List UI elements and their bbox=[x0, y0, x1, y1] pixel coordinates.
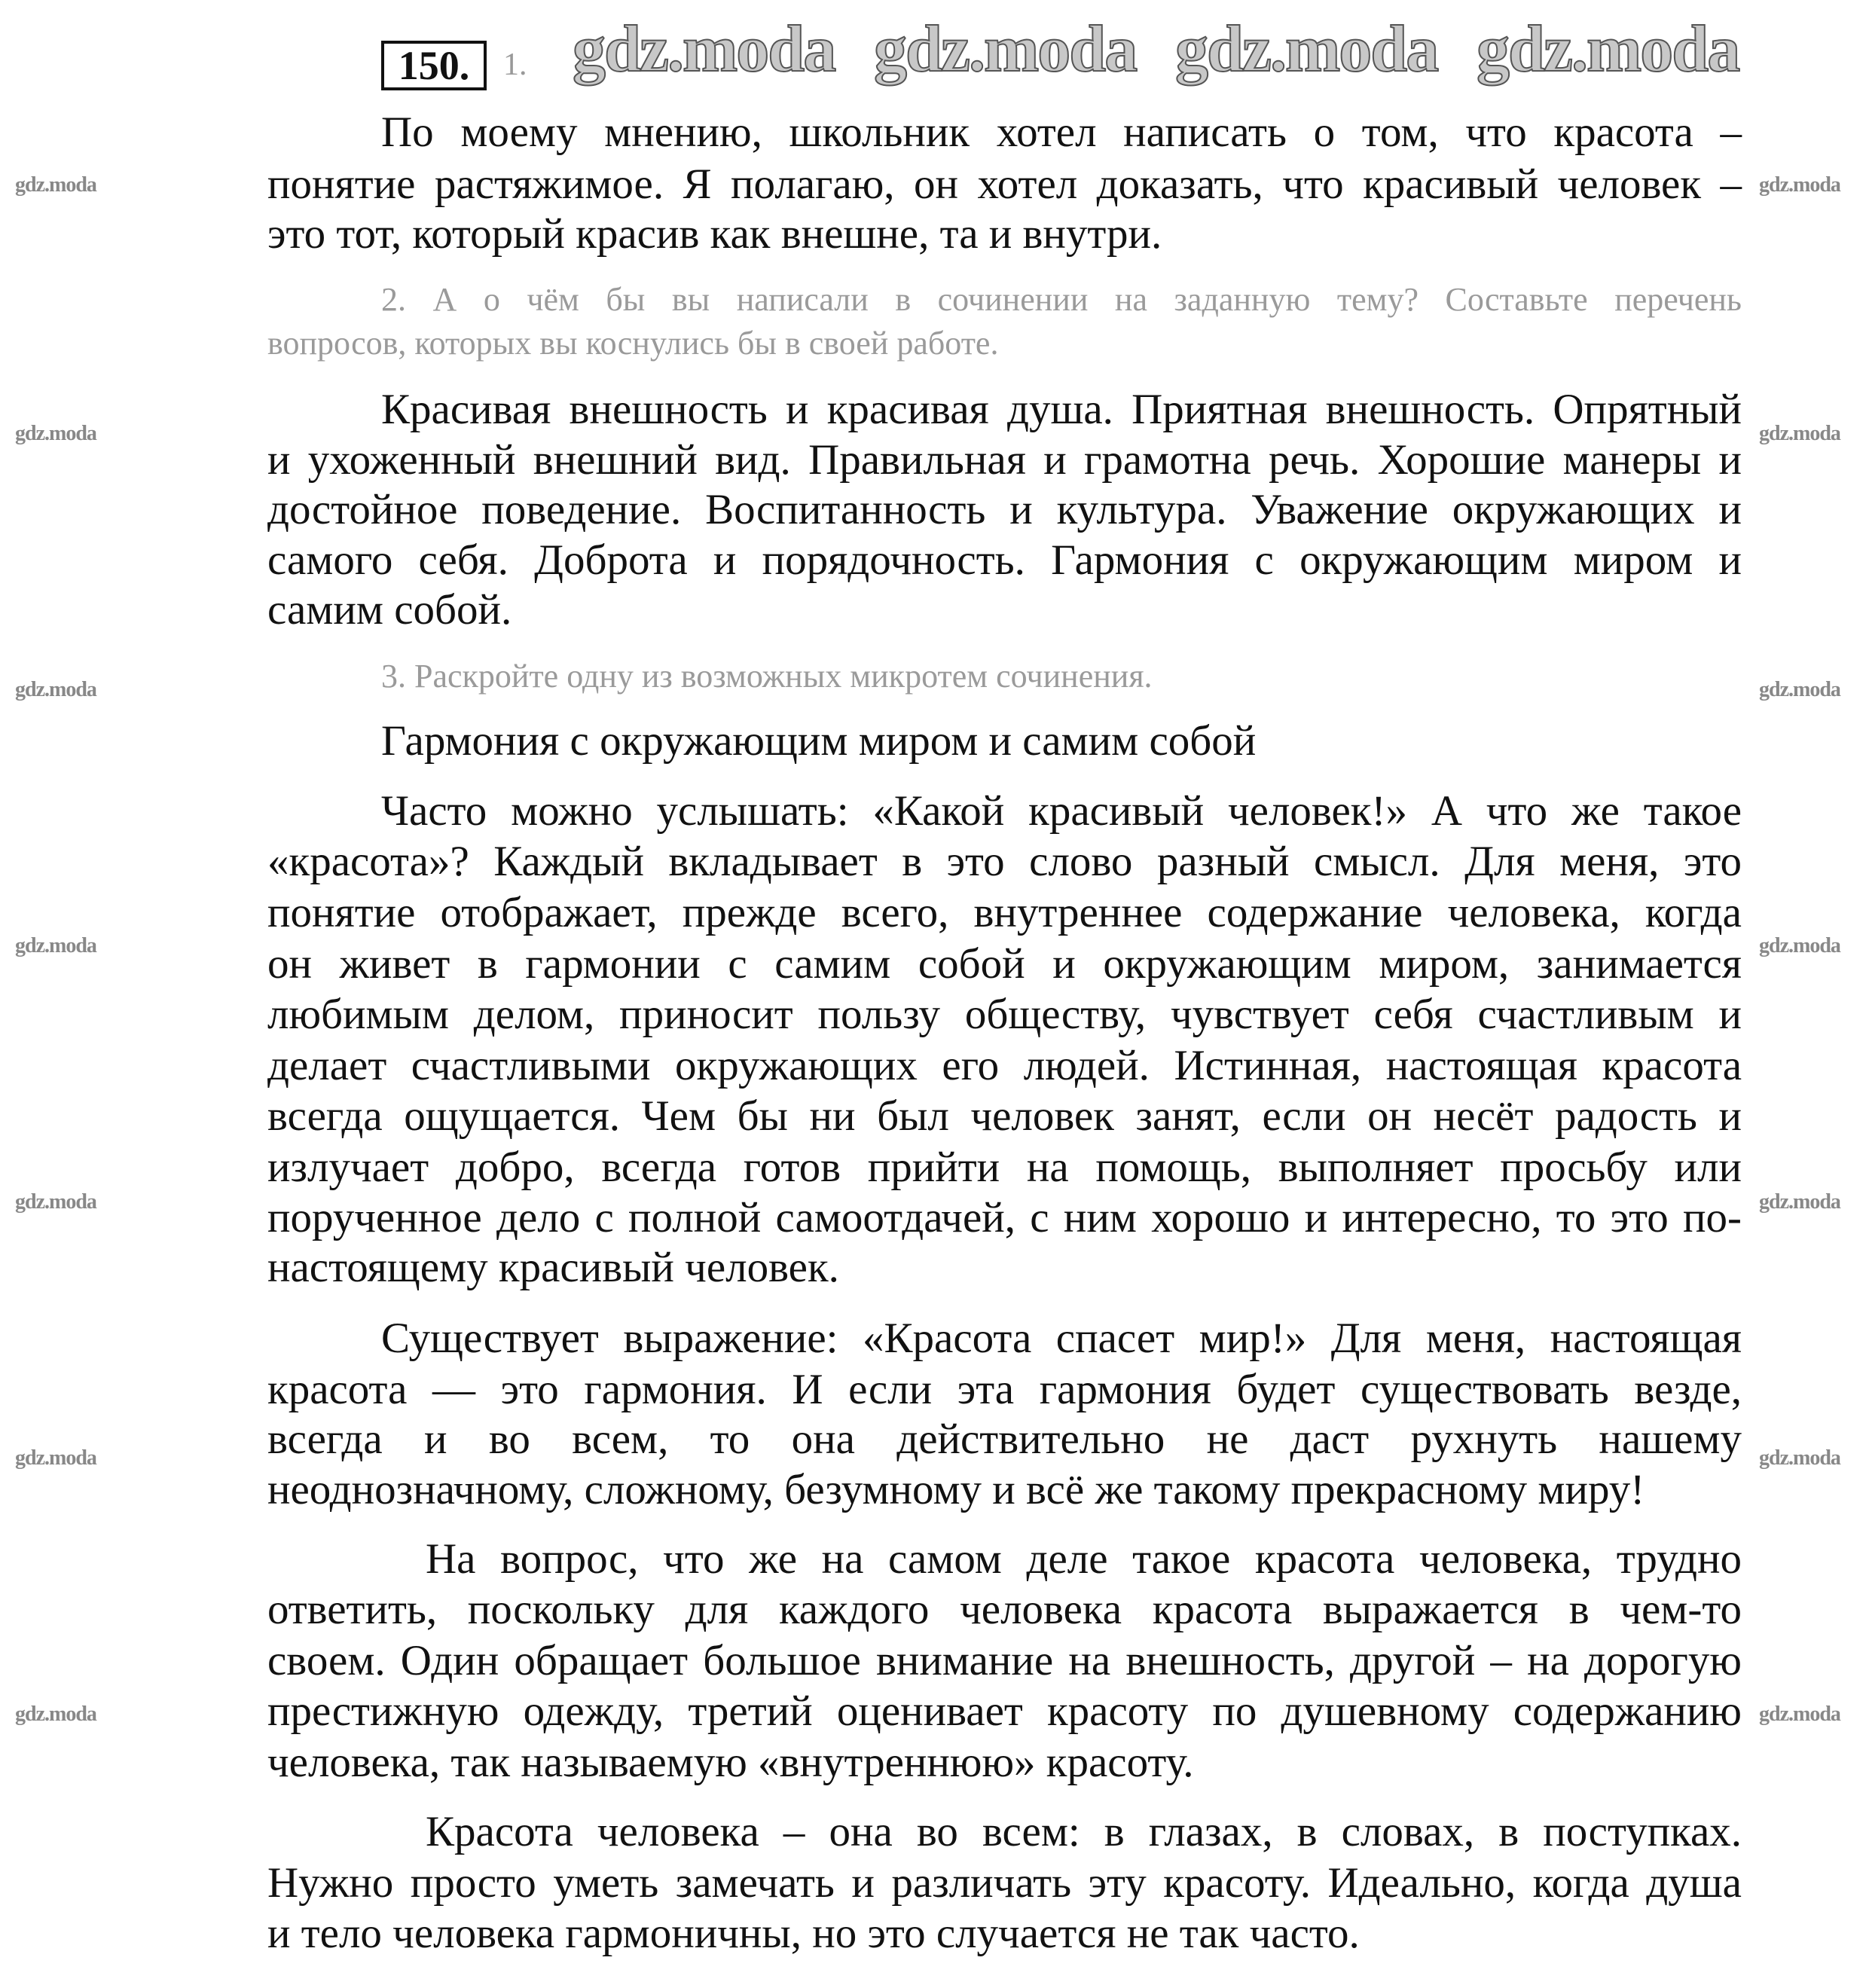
essay-p3-line: престижную одежду, третий оценивает красоту по душевному содержанию bbox=[267, 1687, 1742, 1735]
watermark-small: gdz.moda bbox=[1759, 1190, 1840, 1214]
essay-p1-line: Часто можно услышать: «Какой красивый человек!» А что же такое bbox=[381, 787, 1742, 835]
answer-2-line: самим собой. bbox=[267, 586, 512, 634]
watermark-small: gdz.moda bbox=[15, 1446, 96, 1470]
watermark-large: gdz.moda bbox=[1175, 13, 1438, 86]
essay-p2-line: неоднозначному, сложному, безумному и всё же такому прекрасному миру! bbox=[267, 1466, 1645, 1513]
watermark-small: gdz.moda bbox=[15, 422, 96, 445]
essay-p4-line: и тело человека гармоничны, но это случается не так часто. bbox=[267, 1910, 1360, 1957]
question-2-line: вопросов, которых вы коснулись бы в своей работе. bbox=[267, 325, 999, 362]
essay-p1-line: понятие отображает, прежде всего, внутреннее содержание человека, когда bbox=[267, 889, 1742, 936]
watermark-small: gdz.moda bbox=[1759, 173, 1840, 197]
watermark-small: gdz.moda bbox=[15, 934, 96, 957]
question-2-line: 2. А о чём бы вы написали в сочинении на заданную тему? Составьте перечень bbox=[381, 281, 1742, 318]
sub-question-number: 1. bbox=[503, 47, 527, 82]
watermark-small: gdz.moda bbox=[1759, 1702, 1840, 1726]
answer-2-line: и ухоженный внешний вид. Правильная и грамотна речь. Хорошие манеры и bbox=[267, 436, 1742, 484]
essay-p2-line: всегда и во всем, то она действительно не даст рухнуть нашему bbox=[267, 1415, 1742, 1463]
essay-p1-line: настоящему красивый человек. bbox=[267, 1244, 839, 1291]
essay-title-line: Гармония с окружающим миром и самим собой bbox=[381, 717, 1257, 765]
essay-p1-line: порученное дело с полной самоотдачей, с ним хорошо и интересно, то это по- bbox=[267, 1194, 1742, 1241]
answer-1-line: понятие растяжимое. Я полагаю, он хотел доказать, что красивый человек – bbox=[267, 160, 1742, 208]
watermark-small: gdz.moda bbox=[15, 1190, 96, 1214]
essay-p1-line: делает счастливыми окружающих его людей. Истинная, настоящая красота bbox=[267, 1042, 1742, 1089]
essay-p4-line: Красота человека – она во всем: в глазах, в словах, в поступках. bbox=[426, 1808, 1742, 1855]
watermark-small: gdz.moda bbox=[15, 678, 96, 701]
essay-p2-line: Существует выражение: «Красота спасет мир!» Для меня, настоящая bbox=[381, 1315, 1742, 1362]
watermark-large: gdz.moda bbox=[1477, 13, 1739, 86]
essay-p1-line: всегда ощущается. Чем бы ни был человек занят, если он несёт радость и bbox=[267, 1092, 1742, 1140]
watermark-small: gdz.moda bbox=[1759, 422, 1840, 445]
question-3-line: 3. Раскройте одну из возможных микротем сочинения. bbox=[381, 658, 1153, 695]
essay-p3-line: ответить, поскольку для каждого человека красота выражается в чем-то bbox=[267, 1586, 1742, 1633]
answer-1-line: По моему мнению, школьник хотел написать о том, что красота – bbox=[381, 108, 1742, 156]
watermark-large: gdz.moda bbox=[573, 13, 835, 86]
answer-1-line: это тот, который красив как внешне, та и внутри. bbox=[267, 210, 1162, 258]
essay-p3-line: своем. Один обращает большое внимание на внешность, другой – на дорогую bbox=[267, 1637, 1742, 1684]
essay-p4-line: Нужно просто уметь замечать и различать эту красоту. Идеально, когда душа bbox=[267, 1859, 1742, 1907]
essay-p2-line: красота — это гармония. И если эта гармония будет существовать везде, bbox=[267, 1366, 1742, 1413]
essay-p1-line: любимым делом, приносит пользу обществу, чувствует себя счастливым и bbox=[267, 991, 1742, 1038]
essay-p1-line: он живет в гармонии с самим собой и окружающим миром, занимается bbox=[267, 940, 1742, 988]
watermark-large: gdz.moda bbox=[874, 13, 1137, 86]
exercise-number: 150. bbox=[381, 41, 487, 90]
watermark-small: gdz.moda bbox=[1759, 678, 1840, 701]
watermark-small: gdz.moda bbox=[1759, 1446, 1840, 1470]
answer-2-line: достойное поведение. Воспитанность и культура. Уважение окружающих и bbox=[267, 486, 1742, 533]
essay-p3-line: На вопрос, что же на самом деле такое красота человека, трудно bbox=[426, 1535, 1742, 1583]
watermark-small: gdz.moda bbox=[15, 173, 96, 197]
watermark-small: gdz.moda bbox=[1759, 934, 1840, 957]
answer-2-line: Красивая внешность и красивая душа. Приятная внешность. Опрятный bbox=[381, 386, 1742, 433]
essay-p1-line: «красота»? Каждый вкладывает в это слово разный смысл. Для меня, это bbox=[267, 838, 1742, 885]
watermark-small: gdz.moda bbox=[15, 1702, 96, 1726]
essay-p1-line: излучает добро, всегда готов прийти на помощь, выполняет просьбу или bbox=[267, 1144, 1742, 1191]
essay-p3-line: человека, так называемую «внутреннюю» красоту. bbox=[267, 1739, 1194, 1786]
answer-2-line: самого себя. Доброта и порядочность. Гармония с окружающим миром и bbox=[267, 536, 1742, 584]
